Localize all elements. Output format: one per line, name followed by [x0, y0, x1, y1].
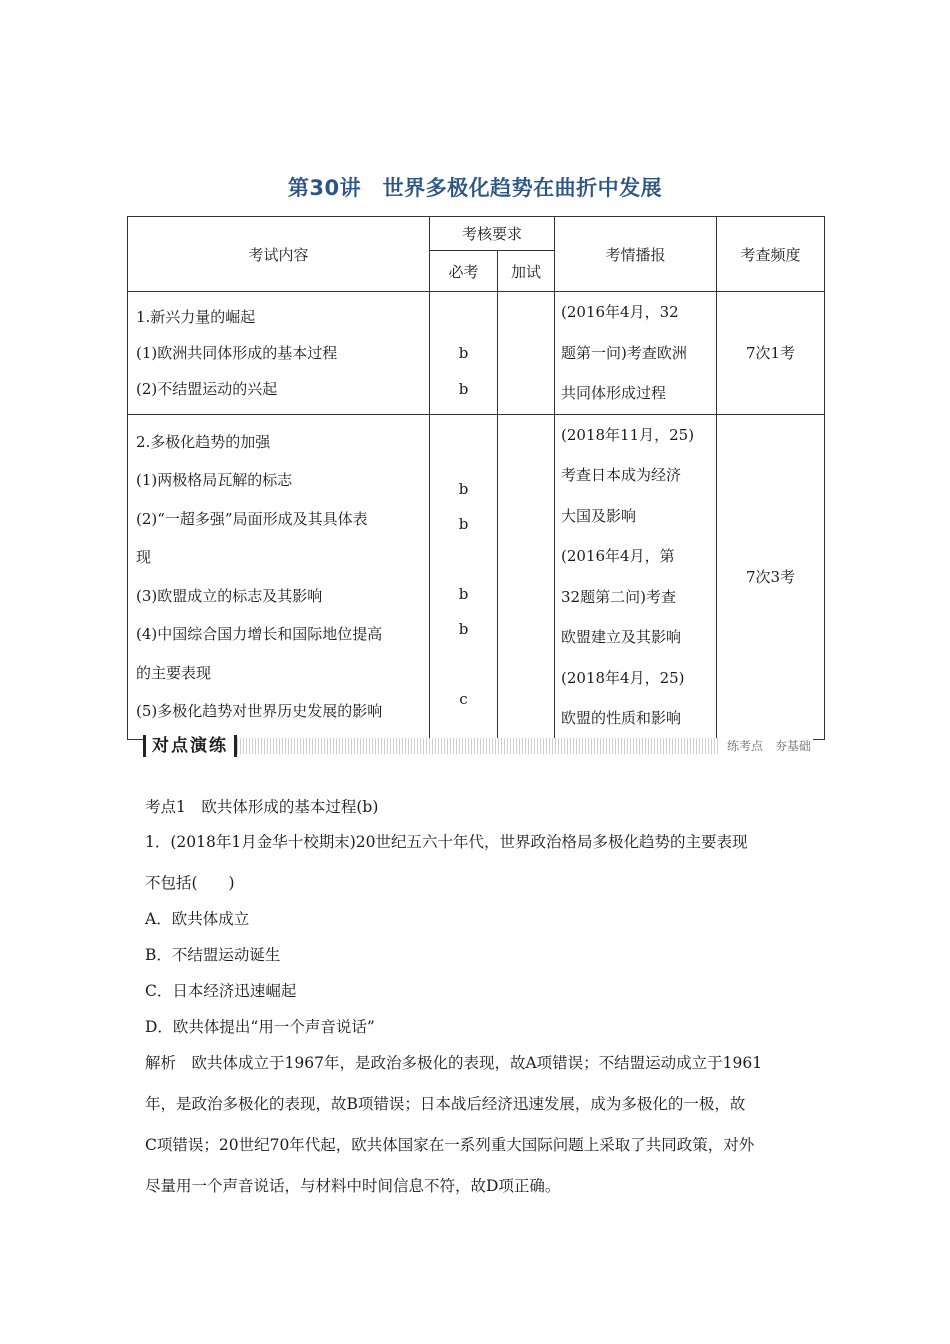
news-line: 题第一问)考查欧洲: [561, 343, 687, 362]
level-value: [430, 437, 497, 472]
content-item: (4)中国综合国力增长和国际地位提高: [136, 625, 383, 643]
content-cell: [128, 292, 430, 415]
level-value: b: [458, 479, 469, 498]
table-row: [128, 292, 825, 415]
news-line: 欧盟建立及其影响: [561, 628, 682, 646]
frequency-cell: 7次1考: [717, 292, 825, 415]
header-required: 必考: [430, 251, 498, 292]
news-cell: [555, 414, 717, 739]
news-line: 欧盟的性质和影响: [561, 709, 682, 727]
question-text: 1．(2018年1月金华十校期末)20世纪五六十年代，世界政治格局多极化趋势的主要表现: [145, 833, 748, 851]
table-header-row: [128, 217, 825, 251]
option-a: A．欧共体成立: [145, 910, 250, 928]
header-news: 考情播报: [555, 217, 717, 292]
header-extra: 加试: [498, 251, 555, 292]
content-item: (1)欧洲共同体形成的基本过程: [136, 343, 338, 362]
news-line: (2016年4月，32: [561, 303, 679, 321]
content-item: (5)多极化趋势对世界历史发展的影响: [136, 702, 383, 720]
news-line: 共同体形成过程: [561, 384, 667, 402]
option-c: C．日本经济迅速崛起: [145, 982, 297, 1000]
level-value: [430, 647, 497, 682]
extra-level-cell: [498, 292, 555, 415]
content-item: (3)欧盟成立的标志及其影响: [136, 586, 323, 605]
option-b: B．不结盟运动诞生: [145, 946, 281, 964]
header-content: 考试内容: [128, 217, 430, 292]
news-line: 考查日本成为经济: [561, 466, 682, 484]
analysis-text: 年，是政治多极化的表现，故B项错误；日本战后经济迅速发展，成为多极化的一极，故: [145, 1095, 746, 1113]
level-value: [430, 542, 497, 577]
option-d: D．欧共体提出“用一个声音说话”: [145, 1018, 375, 1036]
content-cell: [128, 414, 430, 739]
practice-section-banner: [143, 735, 813, 757]
exam-requirements-table: [127, 216, 825, 740]
banner-label: 对点演练: [143, 735, 237, 757]
news-line: (2016年4月，第: [561, 547, 675, 565]
content-item: (2)“一超多强”局面形成及其具体表: [136, 509, 368, 528]
analysis-text: C项错误；20世纪70年代起，欧共体国家在一系列重大国际问题上采取了共同政策，对外: [145, 1136, 755, 1154]
level-value: b: [458, 514, 469, 533]
news-line: (2018年11月，25): [561, 425, 695, 444]
header-frequency: 考查频度: [717, 217, 825, 292]
level-value: b: [458, 343, 469, 362]
content-item: 1.新兴力量的崛起: [136, 307, 256, 326]
table-row: [128, 414, 825, 739]
content-item: 的主要表现: [136, 663, 212, 682]
required-level-cell: [430, 414, 498, 739]
news-cell: [555, 292, 717, 415]
question-text: 不包括( ): [145, 874, 235, 892]
news-line: (2018年4月，25): [561, 668, 685, 687]
frequency-cell: 7次3考: [717, 414, 825, 739]
level-value: [430, 299, 497, 335]
content-item: 现: [136, 548, 152, 566]
level-value: c: [459, 689, 468, 708]
header-requirement: 考核要求: [430, 217, 555, 251]
analysis-text: 解析 欧共体成立于1967年，是政治多极化的表现，故A项错误；不结盟运动成立于1961: [145, 1054, 763, 1072]
news-line: 大国及影响: [561, 506, 637, 525]
level-value: b: [458, 379, 469, 398]
required-level-cell: [430, 292, 498, 415]
extra-level-cell: [498, 414, 555, 739]
content-item: (1)两极格局瓦解的标志: [136, 471, 293, 489]
content-item: 2.多极化趋势的加强: [136, 432, 271, 451]
page-title: 第30讲 世界多极化趋势在曲折中发展: [287, 176, 663, 200]
level-value: b: [458, 619, 469, 638]
banner-right-text: 练考点 夯基础: [719, 738, 813, 754]
analysis-text: 尽量用一个声音说话，与材料中时间信息不符，故D项正确。: [145, 1177, 561, 1195]
content-item: (2)不结盟运动的兴起: [136, 379, 278, 398]
news-line: 32题第二问)考查: [561, 587, 676, 606]
level-value: b: [458, 584, 469, 603]
topic-heading: 考点1 欧共体形成的基本过程(b): [145, 798, 379, 816]
